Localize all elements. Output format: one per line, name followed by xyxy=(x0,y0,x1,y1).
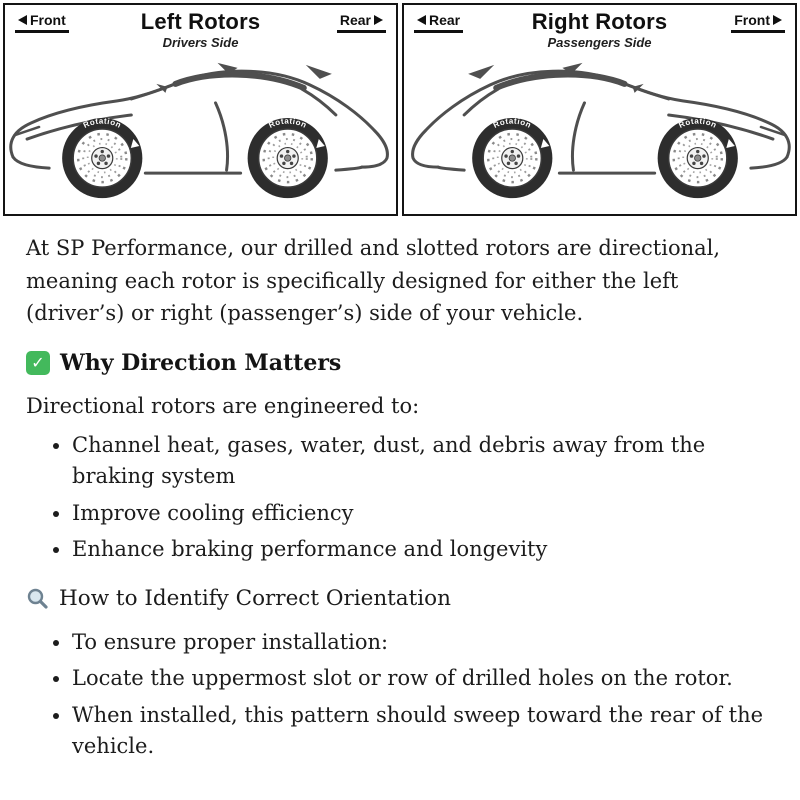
rotor-panel-right xyxy=(402,3,797,216)
heading-text: How to Identify Correct Orientation xyxy=(59,585,451,611)
list-item: • When installed, this pattern should sweep toward the rear of the vehicle. xyxy=(72,700,772,763)
panel-title: Left Rotors xyxy=(140,9,261,34)
section-heading-why-direction-matters xyxy=(26,350,774,376)
arrow-right-icon xyxy=(374,15,383,25)
direction-label-front-left xyxy=(15,12,69,33)
panel-subtitle: Drivers Side xyxy=(162,35,239,50)
arrow-left-icon xyxy=(18,15,27,25)
direction-text: Front xyxy=(30,12,66,28)
panel-header-right xyxy=(404,5,795,51)
lead-paragraph: Directional rotors are engineered to: xyxy=(26,393,420,418)
rotor-direction-figure xyxy=(0,0,800,216)
identify-bullet-list xyxy=(26,627,774,763)
why-bullet-list xyxy=(26,430,774,566)
direction-text: Rear xyxy=(339,12,371,28)
magnifier-icon xyxy=(26,587,49,610)
list-item: • To ensure proper installation: xyxy=(72,627,772,659)
direction-text: Rear xyxy=(429,12,461,28)
intro-paragraph: At SP Performance, our drilled and slotted rotors are directional, meaning each rotor is specifically designed for either the left (driver’s) or right (passenger’s) side of your vehicle. xyxy=(26,236,721,326)
panel-subtitle: Passengers Side xyxy=(547,35,652,50)
direction-label-rear-left xyxy=(414,12,463,33)
list-item: • Enhance braking performance and longevity xyxy=(72,534,772,566)
list-item: • Locate the uppermost slot or row of drilled holes on the rotor. xyxy=(72,663,772,695)
list-item: • Improve cooling efficiency xyxy=(72,498,772,530)
section-heading-identify-orientation xyxy=(26,586,774,611)
direction-label-rear-right xyxy=(337,12,386,33)
rear-rotor xyxy=(472,116,552,198)
arrow-left-icon xyxy=(417,15,426,25)
panel-header-left xyxy=(5,5,396,51)
panel-title: Right Rotors xyxy=(531,9,668,34)
car-illustration-left xyxy=(5,51,396,209)
article-content xyxy=(0,216,800,763)
front-rotor xyxy=(62,116,142,198)
heading-text: Why Direction Matters xyxy=(60,349,342,376)
direction-label-front-right xyxy=(731,12,785,33)
arrow-right-icon xyxy=(773,15,782,25)
rotor-panel-left xyxy=(3,3,398,216)
car-illustration-right xyxy=(404,51,795,209)
front-rotor xyxy=(658,116,738,198)
direction-text: Front xyxy=(734,12,770,28)
rear-rotor xyxy=(248,116,328,198)
list-item: • Channel heat, gases, water, dust, and debris away from the braking system xyxy=(72,430,772,493)
check-icon: ✓ xyxy=(26,351,50,375)
